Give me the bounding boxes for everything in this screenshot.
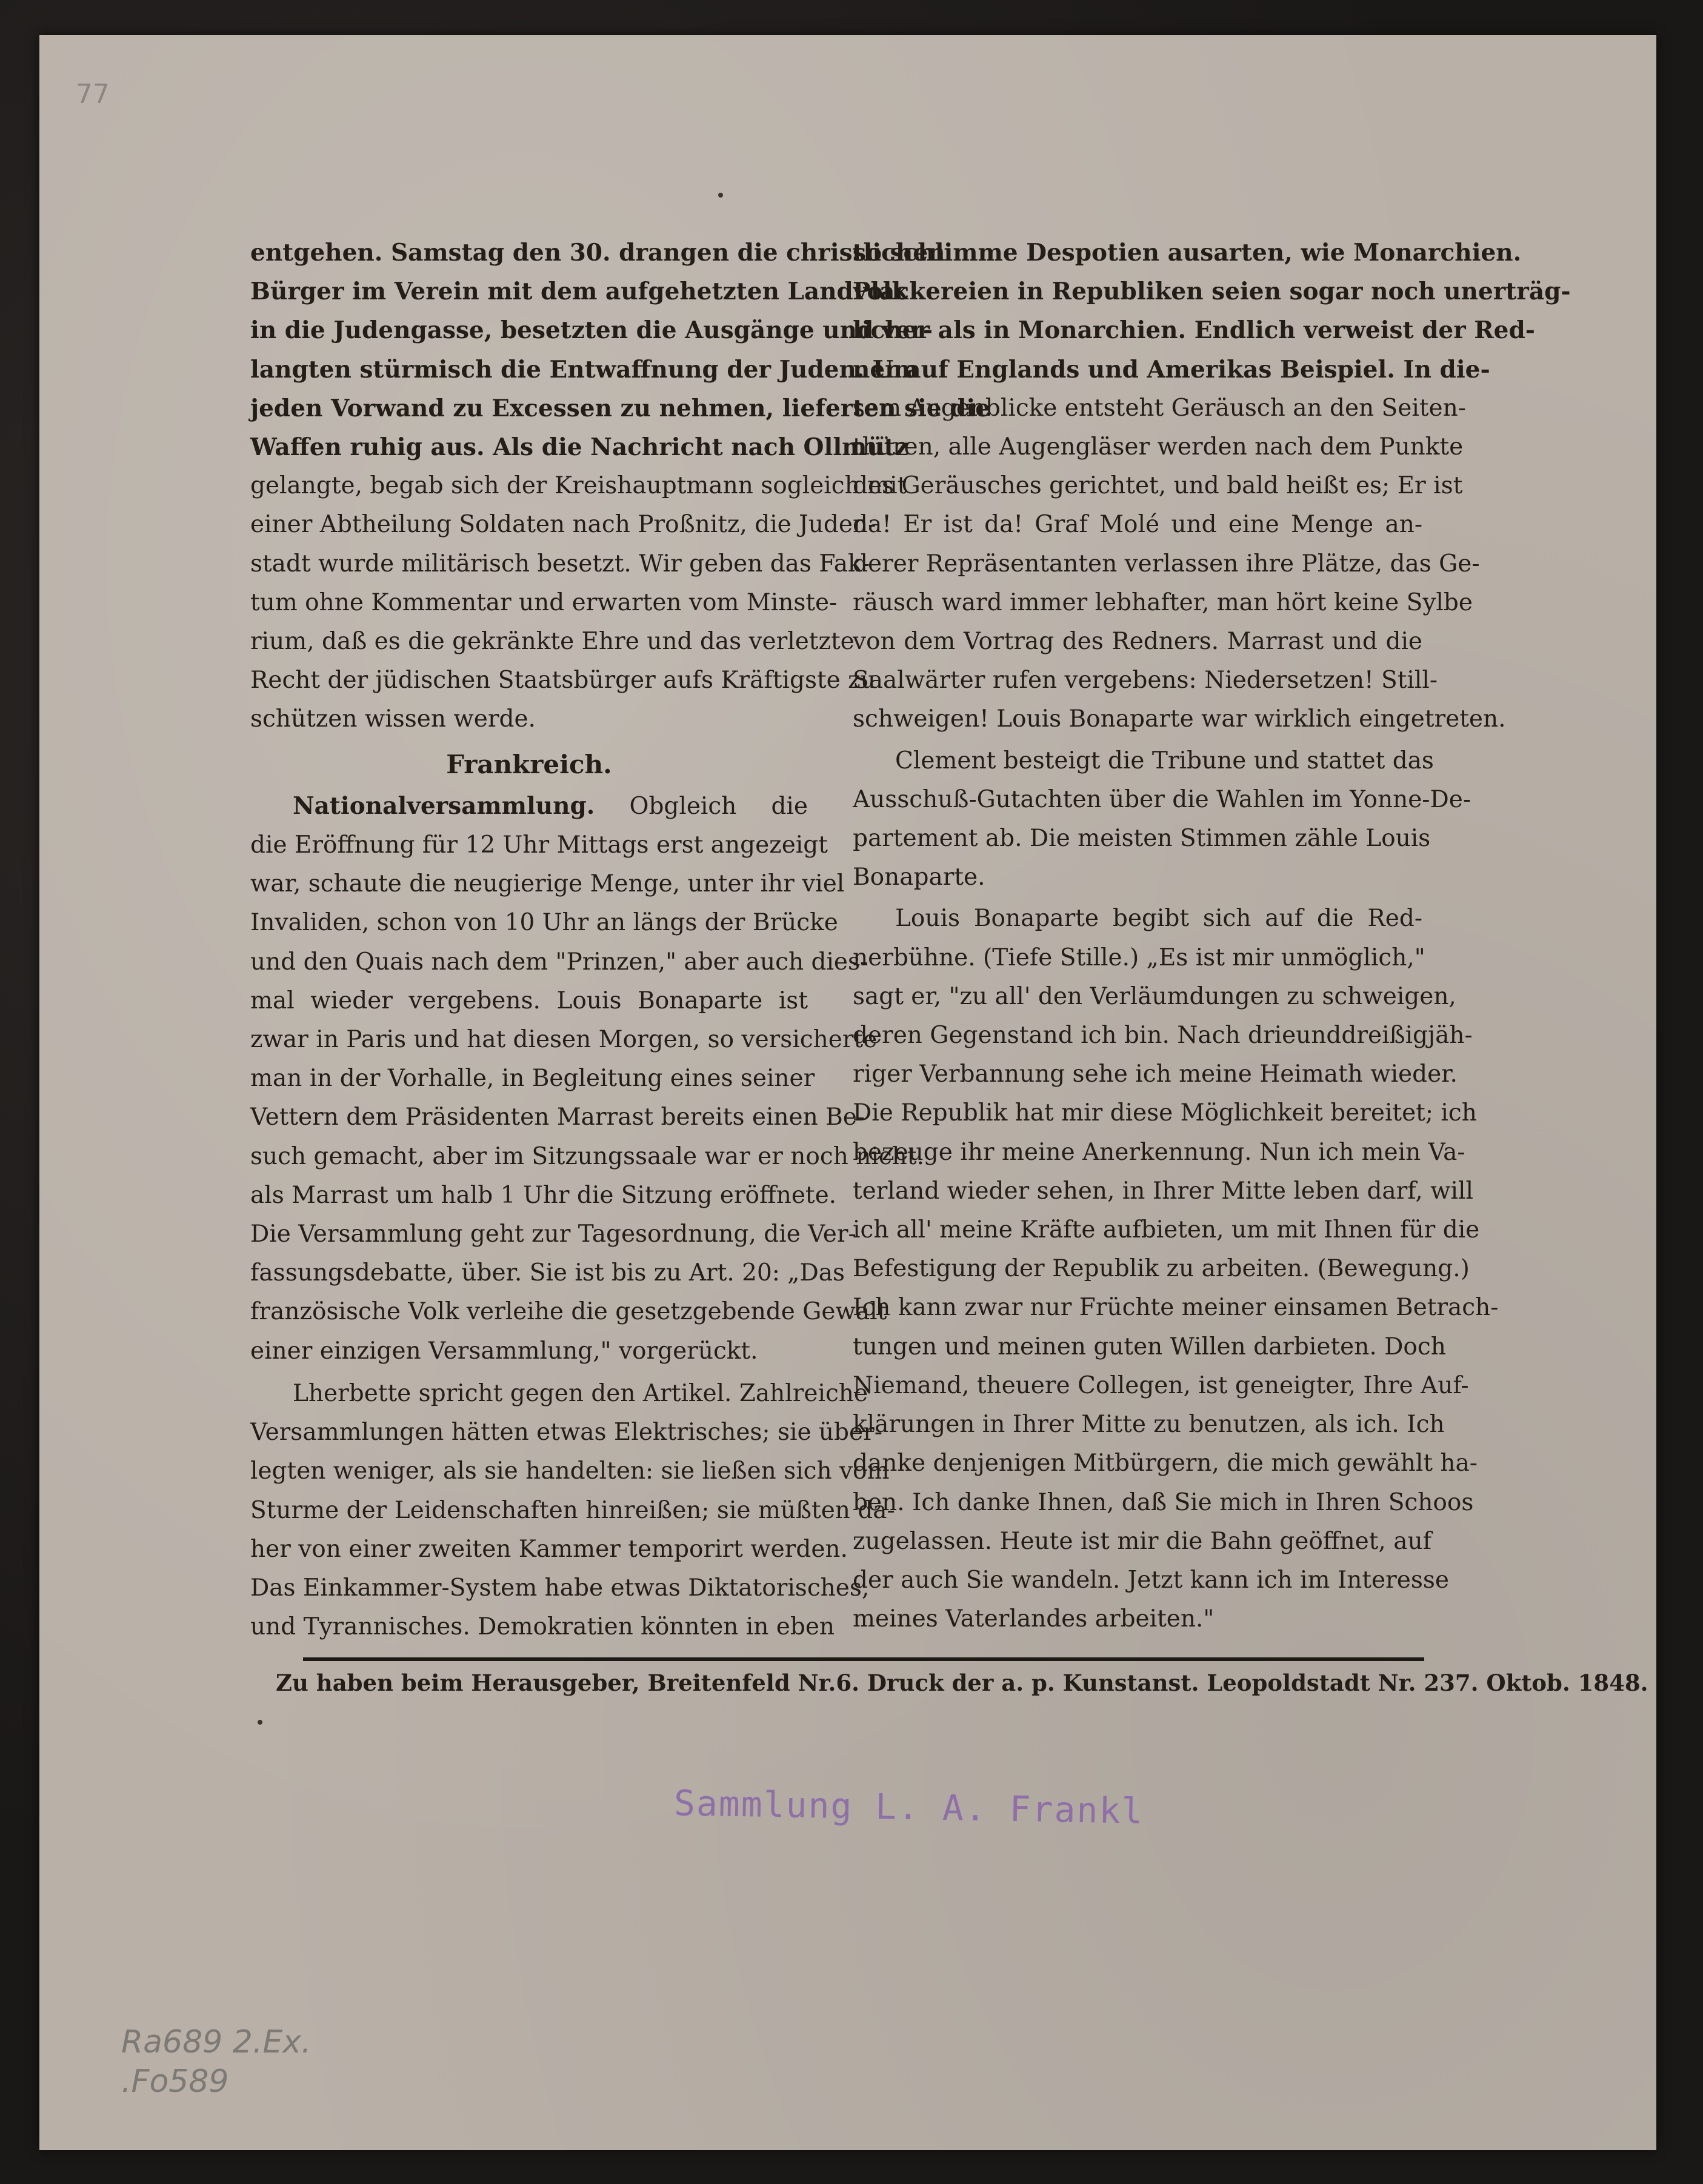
text-line: terland wieder sehen, in Ihrer Mitte leben darf, will (853, 1177, 1473, 1205)
text-line: räusch ward immer lebhafter, man hört keine Sylbe (853, 588, 1473, 616)
text-line: in die Judengasse, besetzten die Ausgänge und ver- (250, 316, 933, 345)
right-column-paragraph-2 (853, 742, 1471, 900)
text-line: Clement besteigt die Tribune und stattet das (895, 747, 1434, 774)
text-line: mal wieder vergebens. Louis Bonaparte ist (250, 987, 808, 1014)
text-line: war, schaute die neugierige Menge, unter ihr viel (250, 870, 845, 898)
shelfmark-1: Ra689 2.Ex. (121, 2024, 312, 2060)
text-line: her von einer zweiten Kammer temporirt werden. (250, 1535, 848, 1563)
text-line: rium, daß es die gekränkte Ehre und das verletzte (250, 628, 855, 656)
text-line: schweigen! Louis Bonaparte war wirklich eingetreten. (853, 705, 1506, 733)
text-line: der auch Sie wandeln. Jetzt kann ich im Interesse (853, 1566, 1449, 1594)
text-line: stadt wurde militärisch besetzt. Wir geben das Fak- (250, 550, 870, 578)
text-line: Saalwärter rufen vergebens: Niedersetzen! Still- (853, 667, 1438, 694)
text-line: Plackereien in Republiken seien sogar noch unerträg- (853, 278, 1571, 306)
text-line: nerbühne. (Tiefe Stille.) „Es ist mir unmöglich," (853, 944, 1425, 971)
footer-rule (303, 1657, 1424, 1661)
text-line: französische Volk verleihe die gesetzgebende Gewalt (250, 1298, 887, 1326)
text-line: Vettern dem Präsidenten Marrast bereits einen Be- (250, 1104, 865, 1131)
collection-stamp: Sammlung L. A. Frankl (673, 1782, 1144, 1832)
right-column (853, 233, 1571, 1639)
text-line: such gemacht, aber im Sitzungssaale war er noch nicht. (250, 1142, 924, 1170)
text-line: einer Abtheilung Soldaten nach Proßnitz, die Juden- (250, 511, 876, 539)
text-line: tungen und meinen guten Willen darbieten. Doch (853, 1333, 1446, 1360)
text-line: ner auf Englands und Amerikas Beispiel. In die- (853, 355, 1490, 384)
text-line: klärungen in Ihrer Mitte zu benutzen, als ich. Ich (853, 1411, 1445, 1439)
ink-dot (718, 193, 723, 198)
text-line: man in der Vorhalle, in Begleitung eines seiner (250, 1065, 815, 1093)
heading-frankreich: Frankreich. (446, 749, 612, 779)
left-column (250, 233, 991, 1646)
text-line: Bonaparte. (853, 864, 985, 891)
left-column-paragraph-1 (250, 233, 991, 739)
text-line: da! Er ist da! Graf Molé und eine Menge an- (853, 511, 1422, 539)
text-line: thüren, alle Augengläser werden nach dem Punkte (853, 433, 1464, 461)
text-line: einer einzigen Versammlung," vorgerückt. (250, 1337, 758, 1365)
text-line: Lherbette spricht gegen den Artikel. Zahlreiche (293, 1379, 868, 1407)
text-line: langten stürmisch die Entwaffnung der Juden. Um (250, 355, 919, 384)
pencil-page-number: 77 (76, 79, 110, 110)
left-column-paragraph-2 (250, 826, 924, 1374)
text-line: danke denjenigen Mitbürgern, die mich gewählt ha- (853, 1450, 1478, 1477)
nv-first-rest: Obgleich die (629, 792, 808, 820)
text-line: und Tyrannisches. Demokratien könnten in eben (250, 1613, 835, 1641)
text-line: riger Verbannung sehe ich meine Heimath wieder. (853, 1060, 1458, 1088)
text-line: sem Augenblicke entsteht Geräusch an den Seiten- (853, 394, 1466, 422)
text-line: so schlimme Despotien ausarten, wie Monarchien. (853, 239, 1522, 267)
text-line: Befestigung der Republik zu arbeiten. (Bewegung.) (853, 1255, 1470, 1283)
text-line: tum ohne Kommentar und erwarten vom Minste- (250, 588, 838, 616)
text-line: Das Einkammer-System habe etwas Diktatorisches, (250, 1574, 870, 1602)
text-line: Die Republik hat mir diese Möglichkeit bereitet; ich (853, 1099, 1477, 1127)
text-line: Bürger im Verein mit dem aufgehetzten Landvolk (250, 278, 908, 306)
shelfmark-2: .Fo589 (121, 2063, 229, 2100)
text-line: und den Quais nach dem "Prinzen," aber auch dies- (250, 948, 868, 976)
ink-dot (258, 1720, 262, 1725)
text-line: fassungsdebatte, über. Sie ist bis zu Art. 20: „Das (250, 1259, 845, 1287)
text-line: ich all' meine Kräfte aufbieten, um mit Ihnen für die (853, 1216, 1480, 1244)
text-line: Sturme der Leidenschaften hinreißen; sie müßten da- (250, 1496, 895, 1524)
text-line: sagt er, "zu all' den Verläumdungen zu schweigen, (853, 982, 1456, 1010)
text-line: Waffen ruhig aus. Als die Nachricht nach Ollmütz (250, 433, 908, 462)
text-line: derer Repräsentanten verlassen ihre Plätze, das Ge- (853, 550, 1480, 578)
left-column-paragraph-3 (250, 1374, 895, 1646)
text-line: deren Gegenstand ich bin. Nach drieunddreißigjäh- (853, 1022, 1473, 1050)
text-line: gelangte, begab sich der Kreishauptmann sogleich mit (250, 472, 907, 500)
text-line: zugelassen. Heute ist mir die Bahn geöffnet, auf (853, 1527, 1432, 1555)
nv-first-line (250, 787, 808, 826)
right-column-paragraph-3 (853, 899, 1499, 1639)
text-line: von dem Vortrag des Redners. Marrast und die (853, 628, 1422, 656)
text-line: Niemand, theuere Collegen, ist geneigter, Ihre Auf- (853, 1371, 1469, 1399)
text-line: meines Vaterlandes arbeiten." (853, 1605, 1215, 1633)
right-column-paragraph-1 (853, 233, 1571, 742)
nv-label: Nationalversammlung. (293, 791, 595, 820)
text-line: Ausschuß-Gutachten über die Wahlen im Yonne-De- (853, 785, 1471, 813)
text-line: partement ab. Die meisten Stimmen zähle Louis (853, 825, 1431, 853)
text-line: schützen wissen werde. (250, 705, 536, 733)
text-line: Louis Bonaparte begibt sich auf die Red- (895, 905, 1422, 933)
text-line: Invaliden, schon von 10 Uhr an längs der Brücke (250, 909, 838, 937)
text-line: bezeuge ihr meine Anerkennung. Nun ich mein Va- (853, 1138, 1465, 1166)
text-line: jeden Vorwand zu Excessen zu nehmen, lieferten sie die (250, 394, 991, 422)
text-line: zwar in Paris und hat diesen Morgen, so versicherte (250, 1026, 878, 1054)
text-line: als Marrast um halb 1 Uhr die Sitzung eröffnete. (250, 1181, 837, 1209)
text-line: Recht der jüdischen Staatsbürger aufs Kräftigste zu (250, 667, 876, 694)
text-line: ben. Ich danke Ihnen, daß Sie mich in Ihren Schoos (853, 1488, 1474, 1516)
text-line: die Eröffnung für 12 Uhr Mittags erst angezeigt (250, 831, 828, 859)
text-line: Versammlungen hätten etwas Elektrisches; sie über- (250, 1419, 882, 1447)
text-line: Die Versammlung geht zur Tagesordnung, die Ver- (250, 1220, 856, 1248)
text-line: legten weniger, als sie handelten: sie ließen sich vom (250, 1457, 890, 1485)
text-line: entgehen. Samstag den 30. drangen die christlichen (250, 239, 945, 267)
text-line: Ich kann zwar nur Früchte meiner einsamen Betrach- (853, 1294, 1499, 1322)
imprint-line: Zu haben beim Herausgeber, Breitenfeld Nr.6. Druck der a. p. Kunstanst. Leopoldstadt Nr. 237. Oktob. 1848. (276, 1670, 1648, 1696)
text-line: licher als in Monarchien. Endlich verweist der Red- (853, 316, 1535, 345)
text-line: des Geräusches gerichtet, und bald heißt es; Er ist (853, 472, 1463, 500)
